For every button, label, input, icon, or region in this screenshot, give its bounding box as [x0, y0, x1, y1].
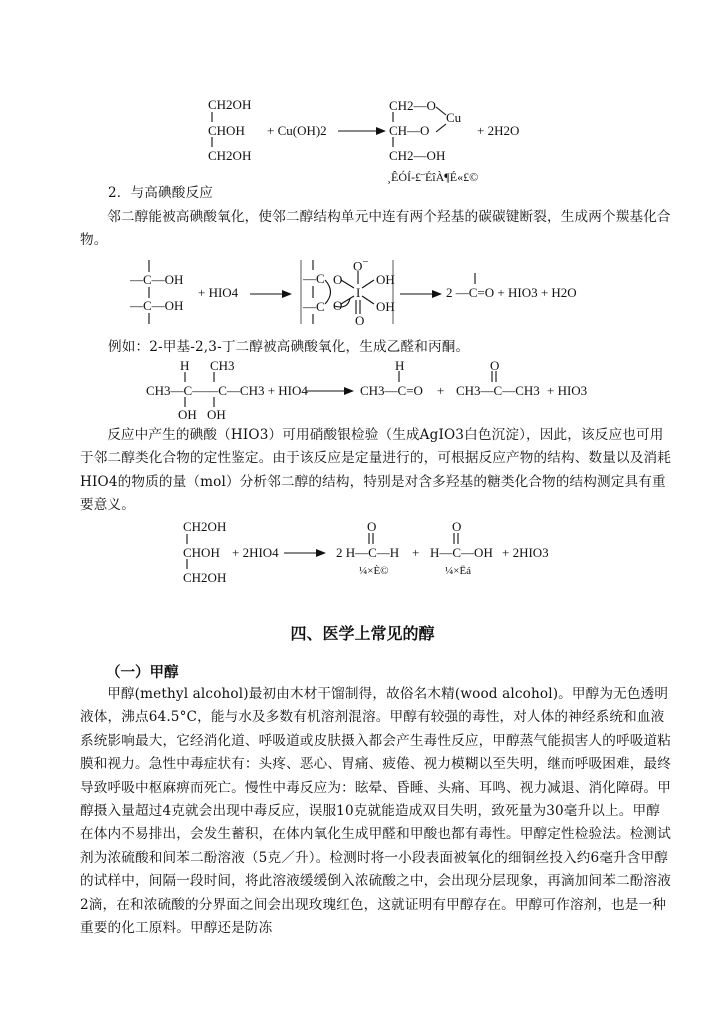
- formic-acid: H—C—OH: [430, 545, 493, 560]
- example-p2-o: O: [490, 358, 500, 373]
- reaction-arrow-4: [306, 384, 356, 398]
- example-text: 例如：2-甲基-2,3-丁二醇被高碘酸氧化，生成乙醛和丙酮。: [108, 339, 470, 355]
- general-products: 2 —C=O + HIO3 + H2O: [446, 285, 577, 300]
- example-acetaldehyde: CH3—C=O: [360, 383, 423, 398]
- example-top-ch3: CH3: [210, 358, 235, 373]
- cu-product-line-1: CH2—O: [389, 98, 436, 113]
- example-oh1: OH: [178, 407, 197, 422]
- formaldehyde: 2 H—C—H: [336, 545, 400, 560]
- methanol-body: 甲醇(methyl alcohol)最初由木材干馏制得，故俗名木精(wood alcohol)。甲醇为无色透明液体，沸点64.5°C，能与水及多数有机溶剂混溶。甲醇有较强的毒性，对人体的神经系统和血液系统影响最大，它经消化道、呼吸道或皮肤摄入都会产生毒性反应，甲醇蒸气能损害人的呼吸道粘膜和视力。急性中毒症状有：头疼、恶心、胃痛、疲倦、视力模糊以至失明，继而呼吸困难，最终导致呼吸中枢麻痹而死亡。慢性中毒反应为：眩晕、昏睡、头痛、耳鸣、视力减退、消化障碍。甲醇摄入量超过4克就会出现中毒反应，误服10克就能造成双目失明，致死量为30毫升以上。甲醇在体内不易排出，会发生蓄积，在体内氧化生成甲醛和甲酸也都有毒性。甲醇定性检验法。检测试剂为浓硫酸和间苯二酚溶液（5克／升）。检测时将一小段表面被氧化的细铜丝投入约6毫升含甲醇的试样中，间隔一段时间，将此溶液缓缓倒入浓硫酸之中，会出现分层现象，再滴加间苯二酚溶液2滴，在和浓硫酸的分界面之间会出现玫瑰红色，这就证明有甲醇存在。甲醇可作溶剂，也是一种重要的化工原料。甲醇还是防冻: [80, 686, 671, 937]
- diol-bonds: [140, 260, 160, 328]
- cu-atom: Cu: [446, 110, 462, 125]
- intermediate-o2: O: [333, 298, 343, 313]
- formic-acid-caption: ¼×Ëá: [445, 565, 472, 577]
- cu-reagent: + Cu(OH)2: [267, 123, 327, 138]
- hio4-reagent: + HIO4: [198, 285, 239, 300]
- glycerol2-hio3: + 2HIO3: [502, 545, 549, 560]
- reaction-arrow-2: [250, 287, 294, 301]
- glycerol2-line-2: CHOH: [183, 545, 220, 560]
- example-product-bonds: [392, 370, 502, 384]
- intermediate-iodine: I: [356, 285, 361, 300]
- reaction-arrow-3: [400, 287, 444, 301]
- formic-acid-o: O: [452, 519, 462, 534]
- intermediate-c-bottom: —C: [303, 299, 325, 314]
- example-bonds: [178, 370, 228, 410]
- reaction-arrow-1: [338, 124, 388, 138]
- glycerol2-bonds: [180, 530, 200, 580]
- glycerol2-reagent: + 2HIO4: [232, 545, 279, 560]
- example-reactant: CH3—C——C—CH3 + HIO4: [146, 383, 308, 398]
- product-carbonyl-bond: [470, 272, 480, 286]
- glycerol-reactant-line-1: CH2OH: [208, 97, 252, 112]
- diol-bottom: —C—OH: [130, 298, 184, 313]
- glycerol2-plus: +: [412, 545, 420, 560]
- formaldehyde-o: O: [367, 519, 377, 534]
- glycerol2-line-1: CH2OH: [183, 519, 227, 534]
- water-product: + 2H2O: [477, 123, 520, 138]
- glycerol2-line-3: CH2OH: [183, 570, 227, 585]
- glycerol-bonds: [205, 108, 225, 158]
- glycerol-reactant-line-3: CH2OH: [208, 148, 252, 163]
- intermediate-o-bottom: O: [355, 313, 365, 328]
- intermediate-o1: O: [333, 272, 343, 287]
- section-2-paragraph: 邻二醇能被高碘酸氧化，使邻二醇结构单元中连有两个羟基的碳碳键断裂，生成两个羰基化合物。: [80, 209, 671, 249]
- section-4-title: 四、医学上常见的醇: [290, 624, 435, 643]
- formaldehyde-caption: ¼×È©: [359, 565, 389, 577]
- reaction-arrow-5: [284, 546, 328, 560]
- cu-product-line-2: CH—O: [389, 123, 430, 138]
- example-p1-h: H: [395, 358, 405, 373]
- intermediate-bonds: [298, 258, 398, 330]
- diol-top: —C—OH: [130, 272, 184, 287]
- cu-product-bonds: [386, 100, 456, 160]
- section-2-heading: 2．与高碘酸反应: [108, 185, 214, 201]
- cu-product-caption: ¸ÊÓÍ-£¨ÉîÀ¶É«£©: [387, 170, 479, 184]
- cu-product-line-3: CH2—OH: [389, 148, 446, 163]
- glycerol-reactant-line-2: CHOH: [208, 123, 245, 138]
- detection-paragraph: 反应中产生的碘酸（HIO3）可用硝酸银检验（生成AgIO3白色沉淀），因此，该反应也可用于邻二醇类化合物的定性鉴定。由于该反应是定量进行的，可根据反应产物的结构、数量以及消耗HIO4的物质的量（mol）分析邻二醇的结构，特别是对含多羟基的糖类化合物的结构测定具有重要意义。: [80, 427, 671, 514]
- intermediate-oh-bottom: OH: [376, 299, 395, 314]
- intermediate-oh-top: OH: [376, 272, 395, 287]
- methanol-title: （一）甲醇: [106, 664, 179, 681]
- intermediate-o-minus: O−: [353, 256, 369, 274]
- example-acetone: CH3—C—CH3: [456, 383, 540, 398]
- intermediate-c-top: —C: [303, 271, 325, 286]
- example-hio3: + HIO3: [547, 383, 588, 398]
- glycerol2-product-bonds: [364, 532, 464, 546]
- example-plus: +: [437, 383, 445, 398]
- example-oh2: OH: [207, 407, 226, 422]
- example-top-h: H: [180, 358, 190, 373]
